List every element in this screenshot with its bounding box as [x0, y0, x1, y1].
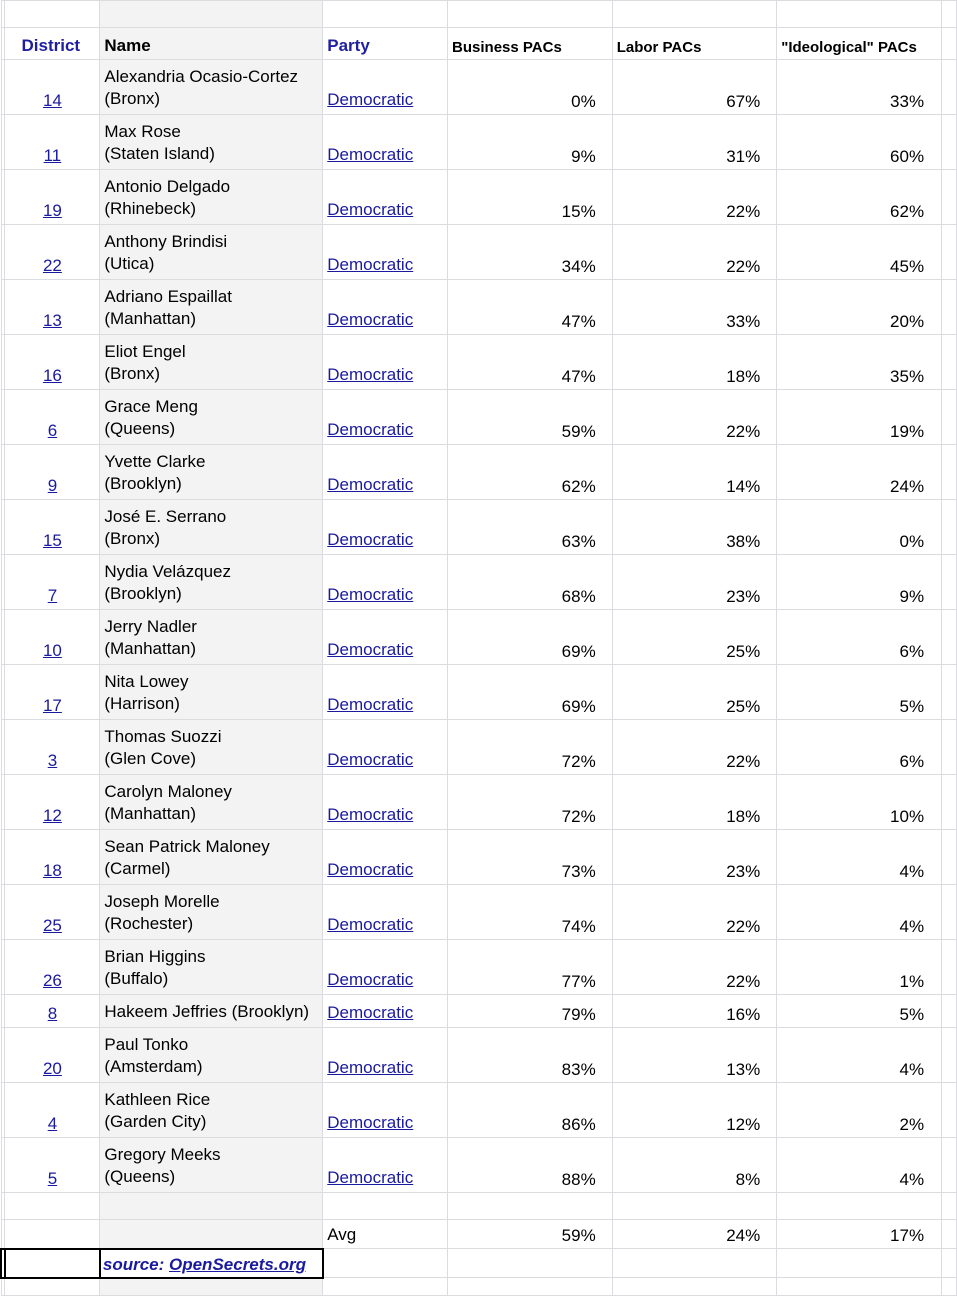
party-link[interactable]: Democratic	[327, 640, 414, 659]
district-link[interactable]: 3	[47, 751, 58, 770]
business-pacs-cell[interactable]: 59%	[448, 390, 613, 445]
business-pacs-cell[interactable]: 88%	[448, 1138, 613, 1193]
name-cell[interactable]	[100, 555, 323, 610]
table-row	[1, 995, 957, 1028]
district-link[interactable]: 12	[42, 806, 62, 825]
party-cell[interactable]	[323, 1083, 448, 1138]
labor-pacs-cell[interactable]: 23%	[612, 555, 777, 610]
table-row	[1, 115, 957, 170]
district-link[interactable]: 26	[42, 971, 62, 990]
table-row	[1, 60, 957, 115]
ideological-pacs-cell[interactable]: 2%	[777, 1083, 942, 1138]
district-link[interactable]: 22	[42, 256, 62, 275]
business-pacs-cell[interactable]: 63%	[448, 500, 613, 555]
name-cell[interactable]	[100, 170, 323, 225]
avg-labor-pacs[interactable]: 24%	[612, 1220, 777, 1249]
table-row	[1, 555, 957, 610]
district-cell[interactable]	[5, 115, 100, 170]
district-cell[interactable]	[5, 720, 100, 775]
party-link[interactable]: Democratic	[327, 1113, 414, 1132]
ideological-pacs-cell[interactable]: 5%	[777, 995, 942, 1028]
district-cell[interactable]	[5, 940, 100, 995]
district-cell[interactable]	[5, 1138, 100, 1193]
business-pacs-cell[interactable]: 74%	[448, 885, 613, 940]
district-cell[interactable]	[5, 335, 100, 390]
labor-pacs-cell[interactable]: 22%	[612, 390, 777, 445]
business-pacs-cell[interactable]: 72%	[448, 775, 613, 830]
name-cell[interactable]	[100, 775, 323, 830]
labor-pacs-cell[interactable]: 31%	[612, 115, 777, 170]
district-link[interactable]: 9	[47, 476, 58, 495]
labor-pacs-cell[interactable]: 22%	[612, 225, 777, 280]
header-party[interactable]: Party	[323, 28, 448, 60]
party-link[interactable]: Democratic	[327, 255, 414, 274]
table-row	[1, 775, 957, 830]
party-cell[interactable]	[323, 610, 448, 665]
party-link[interactable]: Democratic	[327, 1058, 414, 1077]
party-cell[interactable]	[323, 445, 448, 500]
business-pacs-cell[interactable]: 62%	[448, 445, 613, 500]
top-partial-row	[1, 1, 957, 28]
member-name: Nita Lowey	[104, 672, 189, 691]
name-cell[interactable]	[100, 885, 323, 940]
member-name: Carolyn Maloney	[104, 782, 232, 801]
district-link[interactable]: 4	[47, 1114, 58, 1133]
party-cell[interactable]	[323, 335, 448, 390]
district-link[interactable]: 25	[42, 916, 62, 935]
table-row	[1, 390, 957, 445]
district-link[interactable]: 16	[42, 366, 62, 385]
member-location: (Queens)	[104, 419, 176, 438]
name-cell[interactable]	[100, 335, 323, 390]
table-row	[1, 445, 957, 500]
member-location: (Carmel)	[104, 859, 171, 878]
table-row	[1, 1138, 957, 1193]
labor-pacs-cell[interactable]: 22%	[612, 885, 777, 940]
party-link[interactable]: Democratic	[327, 695, 414, 714]
member-name: Yvette Clarke	[104, 452, 206, 471]
header-business-pacs[interactable]: Business PACs	[448, 28, 613, 60]
labor-pacs-cell[interactable]: 13%	[612, 1028, 777, 1083]
district-cell[interactable]	[5, 60, 100, 115]
business-pacs-cell[interactable]: 69%	[448, 665, 613, 720]
table-row	[1, 1028, 957, 1083]
business-pacs-cell[interactable]: 9%	[448, 115, 613, 170]
ideological-pacs-cell[interactable]: 20%	[777, 280, 942, 335]
ideological-pacs-cell[interactable]: 0%	[777, 500, 942, 555]
member-name: José E. Serrano	[104, 507, 227, 526]
business-pacs-cell[interactable]: 68%	[448, 555, 613, 610]
labor-pacs-cell[interactable]: 8%	[612, 1138, 777, 1193]
district-link[interactable]: 20	[42, 1059, 62, 1078]
table-row	[1, 335, 957, 390]
business-pacs-cell[interactable]: 73%	[448, 830, 613, 885]
party-link[interactable]: Democratic	[327, 915, 414, 934]
blank-row	[1, 1193, 957, 1220]
ideological-pacs-cell[interactable]: 45%	[777, 225, 942, 280]
party-cell[interactable]	[323, 115, 448, 170]
labor-pacs-cell[interactable]: 12%	[612, 1083, 777, 1138]
party-cell[interactable]	[323, 555, 448, 610]
business-pacs-cell[interactable]: 79%	[448, 995, 613, 1028]
member-location: (Amsterdam)	[104, 1057, 203, 1076]
labor-pacs-cell[interactable]: 16%	[612, 995, 777, 1028]
header-row	[1, 28, 957, 60]
member-name: Alexandria Ocasio-Cortez	[104, 67, 299, 86]
party-cell[interactable]	[323, 1138, 448, 1193]
name-cell[interactable]	[100, 280, 323, 335]
party-link[interactable]: Democratic	[327, 200, 414, 219]
party-link[interactable]: Democratic	[327, 1168, 414, 1187]
source-row	[1, 1249, 957, 1278]
party-link[interactable]: Democratic	[327, 860, 414, 879]
member-name: Paul Tonko	[104, 1035, 189, 1054]
party-link[interactable]: Democratic	[327, 90, 414, 109]
labor-pacs-cell[interactable]: 22%	[612, 720, 777, 775]
table-row	[1, 665, 957, 720]
district-link[interactable]: 17	[42, 696, 62, 715]
table-row	[1, 610, 957, 665]
header-district[interactable]: District	[5, 28, 100, 60]
business-pacs-cell[interactable]: 47%	[448, 280, 613, 335]
member-name: Hakeem Jeffries (Brooklyn)	[104, 1002, 310, 1021]
labor-pacs-cell[interactable]: 18%	[612, 775, 777, 830]
table-row	[1, 225, 957, 280]
ideological-pacs-cell[interactable]: 33%	[777, 60, 942, 115]
ideological-pacs-cell[interactable]: 62%	[777, 170, 942, 225]
member-location: (Bronx)	[104, 364, 161, 383]
avg-ideological-pacs[interactable]: 17%	[777, 1220, 942, 1249]
table-row	[1, 280, 957, 335]
name-cell[interactable]	[100, 1028, 323, 1083]
district-cell[interactable]	[5, 225, 100, 280]
member-name: Eliot Engel	[104, 342, 186, 361]
member-location: (Buffalo)	[104, 969, 169, 988]
party-cell[interactable]	[323, 665, 448, 720]
ideological-pacs-cell[interactable]: 4%	[777, 885, 942, 940]
ideological-pacs-cell[interactable]: 6%	[777, 720, 942, 775]
member-name: Grace Meng	[104, 397, 198, 416]
table-row	[1, 500, 957, 555]
member-location: (Bronx)	[104, 89, 161, 108]
party-link[interactable]: Democratic	[327, 805, 414, 824]
member-location: (Queens)	[104, 1167, 176, 1186]
ideological-pacs-cell[interactable]: 60%	[777, 115, 942, 170]
member-name: Antonio Delgado	[104, 177, 231, 196]
name-cell[interactable]	[100, 940, 323, 995]
member-name: Thomas Suozzi	[104, 727, 222, 746]
labor-pacs-cell[interactable]: 22%	[612, 170, 777, 225]
member-name: Brian Higgins	[104, 947, 206, 966]
party-link[interactable]: Democratic	[327, 530, 414, 549]
district-link[interactable]: 10	[42, 641, 62, 660]
member-location: (Staten Island)	[104, 144, 215, 163]
name-cell[interactable]	[100, 1138, 323, 1193]
ideological-pacs-cell[interactable]: 5%	[777, 665, 942, 720]
ideological-pacs-cell[interactable]: 24%	[777, 445, 942, 500]
business-pacs-cell[interactable]: 86%	[448, 1083, 613, 1138]
district-cell[interactable]	[5, 995, 100, 1028]
district-link[interactable]: 6	[47, 421, 58, 440]
labor-pacs-cell[interactable]: 38%	[612, 500, 777, 555]
name-cell[interactable]	[100, 995, 323, 1028]
party-cell[interactable]	[323, 280, 448, 335]
district-link[interactable]: 15	[42, 531, 62, 550]
member-name: Sean Patrick Maloney	[104, 837, 270, 856]
name-cell[interactable]	[100, 225, 323, 280]
member-name: Joseph Morelle	[104, 892, 220, 911]
party-link[interactable]: Democratic	[327, 420, 414, 439]
member-name: Jerry Nadler	[104, 617, 197, 636]
party-link[interactable]: Democratic	[327, 585, 414, 604]
district-cell[interactable]	[5, 775, 100, 830]
district-link[interactable]: 13	[42, 311, 62, 330]
table-row	[1, 170, 957, 225]
party-cell[interactable]	[323, 390, 448, 445]
name-cell[interactable]	[100, 1083, 323, 1138]
member-location: (Brooklyn)	[104, 474, 182, 493]
member-location: (Bronx)	[104, 529, 161, 548]
member-location: (Harrison)	[104, 694, 180, 713]
ideological-pacs-cell[interactable]: 19%	[777, 390, 942, 445]
party-cell[interactable]	[323, 170, 448, 225]
party-cell[interactable]	[323, 940, 448, 995]
table-row	[1, 830, 957, 885]
business-pacs-cell[interactable]: 47%	[448, 335, 613, 390]
district-cell[interactable]	[5, 445, 100, 500]
member-name: Anthony Brindisi	[104, 232, 228, 251]
ideological-pacs-cell[interactable]: 9%	[777, 555, 942, 610]
district-link[interactable]: 5	[47, 1169, 58, 1188]
bottom-partial-row	[1, 1278, 957, 1296]
ideological-pacs-cell[interactable]: 1%	[777, 940, 942, 995]
party-cell[interactable]	[323, 885, 448, 940]
avg-label[interactable]: Avg	[323, 1220, 448, 1249]
party-cell[interactable]	[323, 995, 448, 1028]
ideological-pacs-cell[interactable]: 10%	[777, 775, 942, 830]
district-link[interactable]: 19	[42, 201, 62, 220]
district-link[interactable]: 11	[43, 146, 62, 165]
district-cell[interactable]	[5, 500, 100, 555]
member-location: (Rochester)	[104, 914, 194, 933]
district-cell[interactable]	[5, 280, 100, 335]
name-cell[interactable]	[100, 830, 323, 885]
member-location: (Manhattan)	[104, 639, 197, 658]
member-location: (Utica)	[104, 254, 155, 273]
party-cell[interactable]	[323, 225, 448, 280]
party-link[interactable]: Democratic	[327, 1003, 414, 1022]
member-location: (Manhattan)	[104, 804, 197, 823]
ideological-pacs-cell[interactable]: 6%	[777, 610, 942, 665]
name-cell[interactable]	[100, 610, 323, 665]
member-location: (Brooklyn)	[104, 584, 182, 603]
table-row	[1, 720, 957, 775]
table-row	[1, 940, 957, 995]
name-cell[interactable]	[100, 665, 323, 720]
party-link[interactable]: Democratic	[327, 750, 414, 769]
member-location: (Rhinebeck)	[104, 199, 197, 218]
avg-business-pacs[interactable]: 59%	[448, 1220, 613, 1249]
name-cell[interactable]	[100, 115, 323, 170]
district-cell[interactable]	[5, 1083, 100, 1138]
business-pacs-cell[interactable]: 15%	[448, 170, 613, 225]
business-pacs-cell[interactable]: 69%	[448, 610, 613, 665]
party-link[interactable]: Democratic	[327, 310, 414, 329]
member-name: Adriano Espaillat	[104, 287, 232, 306]
district-link[interactable]: 8	[47, 1004, 58, 1023]
ideological-pacs-cell[interactable]: 35%	[777, 335, 942, 390]
business-pacs-cell[interactable]: 72%	[448, 720, 613, 775]
party-cell[interactable]	[323, 1028, 448, 1083]
labor-pacs-cell[interactable]: 23%	[612, 830, 777, 885]
source-prefix: source:	[102, 1254, 169, 1274]
source-link[interactable]: OpenSecrets.org	[169, 1254, 306, 1274]
average-row	[1, 1220, 957, 1249]
district-link[interactable]: 18	[42, 861, 62, 880]
member-name: Gregory Meeks	[104, 1145, 221, 1164]
labor-pacs-cell[interactable]: 67%	[612, 60, 777, 115]
party-cell[interactable]	[323, 830, 448, 885]
ideological-pacs-cell[interactable]: 4%	[777, 1028, 942, 1083]
member-location: (Glen Cove)	[104, 749, 196, 768]
district-cell[interactable]	[5, 170, 100, 225]
business-pacs-cell[interactable]: 34%	[448, 225, 613, 280]
table-row	[1, 1083, 957, 1138]
name-cell[interactable]	[100, 390, 323, 445]
district-link[interactable]: 7	[47, 586, 58, 605]
member-name: Max Rose	[104, 122, 181, 141]
name-cell[interactable]	[100, 445, 323, 500]
name-cell[interactable]	[100, 720, 323, 775]
district-link[interactable]: 14	[42, 91, 62, 110]
ideological-pacs-cell[interactable]: 4%	[777, 830, 942, 885]
district-cell[interactable]	[5, 665, 100, 720]
labor-pacs-cell[interactable]: 33%	[612, 280, 777, 335]
header-labor-pacs[interactable]: Labor PACs	[612, 28, 777, 60]
header-name[interactable]: Name	[100, 28, 323, 60]
table-row	[1, 885, 957, 940]
labor-pacs-cell[interactable]: 18%	[612, 335, 777, 390]
labor-pacs-cell[interactable]: 14%	[612, 445, 777, 500]
business-pacs-cell[interactable]: 0%	[448, 60, 613, 115]
member-name: Nydia Velázquez	[104, 562, 231, 581]
party-link[interactable]: Democratic	[327, 475, 414, 494]
labor-pacs-cell[interactable]: 25%	[612, 665, 777, 720]
business-pacs-cell[interactable]: 77%	[448, 940, 613, 995]
member-location: (Manhattan)	[104, 309, 197, 328]
header-ideological-pacs[interactable]: "Ideological" PACs	[777, 28, 942, 60]
district-cell[interactable]	[5, 390, 100, 445]
party-link[interactable]: Democratic	[327, 970, 414, 989]
party-cell[interactable]	[323, 60, 448, 115]
party-link[interactable]: Democratic	[327, 145, 414, 164]
party-cell[interactable]	[323, 720, 448, 775]
labor-pacs-cell[interactable]: 22%	[612, 940, 777, 995]
member-name: Kathleen Rice	[104, 1090, 211, 1109]
party-link[interactable]: Democratic	[327, 365, 414, 384]
district-cell[interactable]	[5, 610, 100, 665]
district-cell[interactable]	[5, 1028, 100, 1083]
district-cell[interactable]	[5, 885, 100, 940]
member-location: (Garden City)	[104, 1112, 207, 1131]
business-pacs-cell[interactable]: 83%	[448, 1028, 613, 1083]
source-cell[interactable]	[100, 1249, 323, 1278]
name-cell[interactable]	[100, 500, 323, 555]
party-cell[interactable]	[323, 500, 448, 555]
name-cell[interactable]	[100, 60, 323, 115]
district-cell[interactable]	[5, 555, 100, 610]
ideological-pacs-cell[interactable]: 4%	[777, 1138, 942, 1193]
labor-pacs-cell[interactable]: 25%	[612, 610, 777, 665]
party-cell[interactable]	[323, 775, 448, 830]
district-cell[interactable]	[5, 830, 100, 885]
